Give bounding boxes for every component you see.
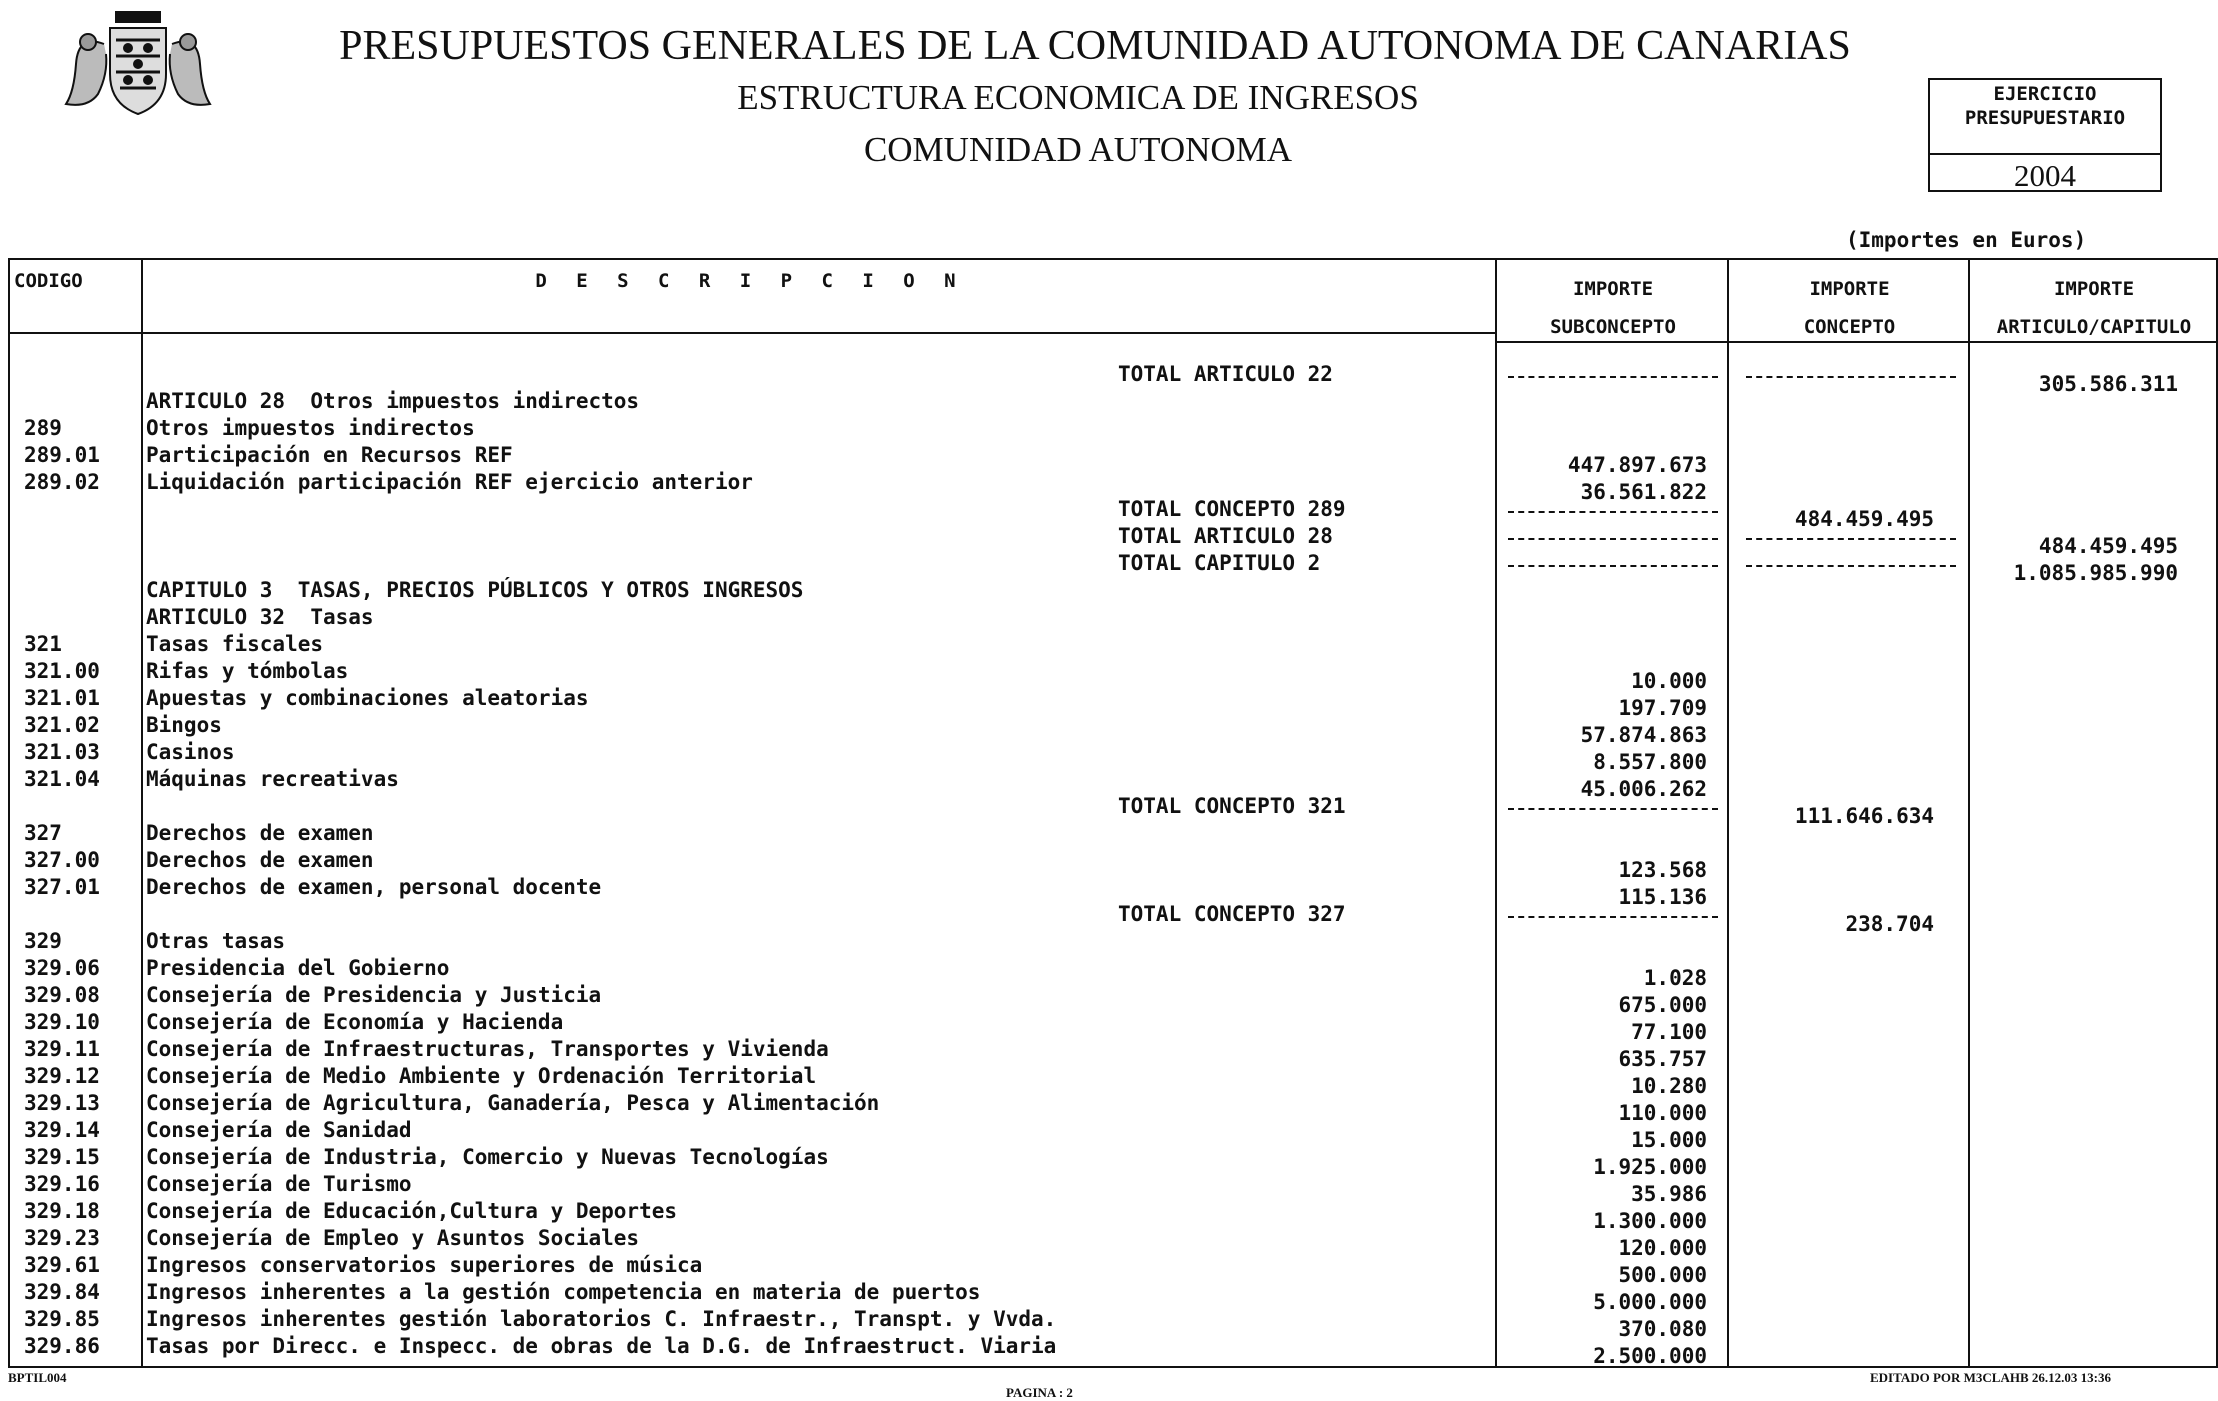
- row-code: 289: [24, 416, 62, 440]
- column-header-code: CODIGO: [14, 270, 83, 292]
- total-row: [0, 902, 2218, 936]
- row-amount-article: 484.459.495: [2038, 534, 2178, 558]
- row-code: 329.06: [24, 956, 100, 980]
- row-description: Tasas fiscales: [146, 632, 324, 656]
- table-row: [0, 416, 2218, 442]
- table-row: [0, 389, 2218, 415]
- footer-page-number: PAGINA : 2: [1006, 1385, 1073, 1400]
- row-code: 329.14: [24, 1118, 100, 1142]
- row-description: Rifas y tómbolas: [146, 659, 349, 683]
- exercise-box: [1928, 78, 2162, 192]
- row-amount-article: 305.586.311: [2038, 372, 2178, 396]
- table-row: [0, 929, 2218, 955]
- row-code: 289.01: [24, 443, 100, 467]
- exercise-year: 2004: [2014, 158, 2076, 193]
- row-description: Derechos de examen, personal docente: [146, 875, 602, 899]
- row-amount-article: 1.085.985.990: [2013, 561, 2178, 585]
- table-row: [0, 875, 2218, 909]
- page-subtitle-2: COMUNIDAD AUTONOMA: [863, 130, 1293, 169]
- row-description: Derechos de examen: [146, 821, 374, 845]
- row-total-label: TOTAL ARTICULO 22: [1118, 362, 1333, 386]
- table-row: [0, 1307, 2218, 1341]
- row-code: 329.84: [24, 1280, 100, 1304]
- row-amount-subconcept: 447.897.673: [1567, 453, 1707, 477]
- table-row: [0, 1091, 2218, 1125]
- dashed-rule: [1508, 916, 1718, 918]
- table-row: [0, 1172, 2218, 1206]
- row-code: 321.00: [24, 659, 100, 683]
- row-code: 329.08: [24, 983, 100, 1007]
- row-code: 327.01: [24, 875, 100, 899]
- row-code: 329.10: [24, 1010, 100, 1034]
- row-amount-subconcept: 197.709: [1618, 696, 1707, 720]
- row-code: 329: [24, 929, 62, 953]
- row-amount-subconcept: 1.925.000: [1593, 1155, 1707, 1179]
- table-row: [0, 1253, 2218, 1287]
- row-total-label: TOTAL CONCEPTO 321: [1118, 794, 1346, 818]
- table-row: [0, 659, 2218, 693]
- row-total-label: TOTAL CAPITULO 2: [1118, 551, 1321, 575]
- row-total-label: TOTAL ARTICULO 28: [1118, 524, 1333, 548]
- row-description: Ingresos inherentes gestión laboratorios C. Infraestr., Transpt. y Vvda.: [146, 1307, 1057, 1331]
- row-description: Consejería de Sanidad: [146, 1118, 412, 1142]
- table-row: [0, 956, 2218, 990]
- row-amount-subconcept: 110.000: [1618, 1101, 1707, 1125]
- dashed-rule: [1746, 538, 1956, 540]
- table-row: [0, 713, 2218, 747]
- row-amount-subconcept: 1.300.000: [1593, 1209, 1707, 1233]
- total-row: [0, 362, 2218, 396]
- row-amount-subconcept: 5.000.000: [1593, 1290, 1707, 1314]
- row-description: Consejería de Industria, Comercio y Nuevas Tecnologías: [146, 1145, 829, 1169]
- header-divider: [8, 332, 1497, 334]
- table-row: [0, 1064, 2218, 1098]
- row-code: 329.11: [24, 1037, 100, 1061]
- row-amount-subconcept: 2.500.000: [1593, 1344, 1707, 1368]
- row-amount-subconcept: 10.000: [1631, 669, 1707, 693]
- row-amount-subconcept: 1.028: [1643, 966, 1707, 990]
- table-row: [0, 767, 2218, 801]
- row-code: 321.04: [24, 767, 100, 791]
- row-description: Consejería de Empleo y Asuntos Sociales: [146, 1226, 640, 1250]
- table-row: [0, 1280, 2218, 1314]
- row-amount-subconcept: 635.757: [1618, 1047, 1707, 1071]
- row-code: 321.01: [24, 686, 100, 710]
- dashed-rule: [1746, 376, 1956, 378]
- page-subtitle: ESTRUCTURA ECONOMICA DE INGRESOS: [737, 78, 1419, 117]
- footer-edited-by: EDITADO POR M3CLAHB 26.12.03 13:36: [1870, 1370, 2111, 1385]
- row-amount-subconcept: 35.986: [1631, 1182, 1707, 1206]
- row-code: 329.15: [24, 1145, 100, 1169]
- row-description: Ingresos inherentes a la gestión competencia en materia de puertos: [146, 1280, 981, 1304]
- row-code: 329.61: [24, 1253, 100, 1277]
- row-code: 329.86: [24, 1334, 100, 1358]
- row-code: 289.02: [24, 470, 100, 494]
- total-row: [0, 794, 2218, 828]
- row-code: 329.12: [24, 1064, 100, 1088]
- table-row: [0, 605, 2218, 631]
- row-code: 327.00: [24, 848, 100, 872]
- row-amount-subconcept: 115.136: [1618, 885, 1707, 909]
- column-header-description: D E S C R I P C I O N: [535, 270, 965, 292]
- row-description: Otras tasas: [146, 929, 286, 953]
- row-description: Consejería de Presidencia y Justicia: [146, 983, 602, 1007]
- table-row: [0, 1145, 2218, 1179]
- table-row: [0, 1118, 2218, 1152]
- table-row: [0, 740, 2218, 774]
- footer-report-id: BPTIL004: [8, 1370, 67, 1385]
- row-code: 329.18: [24, 1199, 100, 1223]
- row-code: 329.85: [24, 1307, 100, 1331]
- column-header-subconcept: IMPORTE SUBCONCEPTO: [1550, 278, 1676, 338]
- table-row: [0, 1037, 2218, 1071]
- row-description: ARTICULO 32 Tasas: [146, 605, 374, 629]
- dashed-rule: [1508, 538, 1718, 540]
- row-amount-subconcept: 36.561.822: [1580, 480, 1707, 504]
- table-row: [0, 821, 2218, 847]
- table-row: [0, 470, 2218, 504]
- row-code: 329.13: [24, 1091, 100, 1115]
- row-amount-subconcept: 370.080: [1618, 1317, 1707, 1341]
- row-description: Liquidación participación REF ejercicio anterior: [146, 470, 753, 494]
- table-row: [0, 578, 2218, 604]
- row-amount-subconcept: 10.280: [1631, 1074, 1707, 1098]
- row-amount-subconcept: 500.000: [1618, 1263, 1707, 1287]
- row-amount-concept: 484.459.495: [1794, 507, 1934, 531]
- dashed-rule: [1746, 565, 1956, 567]
- row-amount-subconcept: 8.557.800: [1593, 750, 1707, 774]
- table-row: [0, 686, 2218, 720]
- row-total-label: TOTAL CONCEPTO 327: [1118, 902, 1346, 926]
- row-amount-subconcept: 45.006.262: [1580, 777, 1707, 801]
- row-code: 321.03: [24, 740, 100, 764]
- row-description: Consejería de Infraestructuras, Transportes y Vivienda: [146, 1037, 829, 1061]
- row-description: Apuestas y combinaciones aleatorias: [146, 686, 589, 710]
- row-amount-concept: 111.646.634: [1794, 804, 1934, 828]
- dashed-rule: [1508, 808, 1718, 810]
- row-description: Consejería de Educación,Cultura y Deportes: [146, 1199, 678, 1223]
- row-description: Tasas por Direcc. e Inspecc. de obras de la D.G. de Infraestruct. Viaria: [146, 1334, 1057, 1358]
- column-header-concept: IMPORTE CONCEPTO: [1803, 278, 1896, 338]
- units-note: (Importes en Euros): [1846, 228, 2087, 252]
- table-row: [0, 983, 2218, 1017]
- table-row: [0, 1334, 2218, 1368]
- row-description: ARTICULO 28 Otros impuestos indirectos: [146, 389, 640, 413]
- row-description: Ingresos conservatorios superiores de música: [146, 1253, 703, 1277]
- row-description: Presidencia del Gobierno: [146, 956, 450, 980]
- row-code: 321: [24, 632, 62, 656]
- row-amount-subconcept: 15.000: [1631, 1128, 1707, 1152]
- row-code: 329.16: [24, 1172, 100, 1196]
- row-description: Consejería de Agricultura, Ganadería, Pesca y Alimentación: [146, 1091, 880, 1115]
- row-description: CAPITULO 3 TASAS, PRECIOS PÚBLICOS Y OTROS INGRESOS: [146, 578, 804, 602]
- row-code: 321.02: [24, 713, 100, 737]
- dashed-rule: [1508, 565, 1718, 567]
- row-description: Consejería de Medio Ambiente y Ordenación Territorial: [146, 1064, 817, 1088]
- table-row: [0, 443, 2218, 477]
- row-description: Máquinas recreativas: [146, 767, 399, 791]
- column-header-article: IMPORTE ARTICULO/CAPITULO: [1996, 278, 2192, 338]
- row-description: Bingos: [146, 713, 222, 737]
- row-description: Casinos: [146, 740, 235, 764]
- row-description: Consejería de Turismo: [146, 1172, 412, 1196]
- table-row: [0, 632, 2218, 658]
- row-description: Otros impuestos indirectos: [146, 416, 475, 440]
- table-row: [0, 1199, 2218, 1233]
- row-amount-subconcept: 77.100: [1631, 1020, 1707, 1044]
- row-description: Participación en Recursos REF: [146, 443, 513, 467]
- row-code: 329.23: [24, 1226, 100, 1250]
- page-title: PRESUPUESTOS GENERALES DE LA COMUNIDAD AUTONOMA DE CANARIAS: [339, 23, 1851, 69]
- row-description: Consejería de Economía y Hacienda: [146, 1010, 564, 1034]
- row-amount-subconcept: 57.874.863: [1580, 723, 1707, 747]
- exercise-label: EJERCICIO PRESUPUESTARIO: [1964, 83, 2126, 129]
- row-description: Derechos de examen: [146, 848, 374, 872]
- row-amount-concept: 238.704: [1845, 912, 1934, 936]
- row-amount-subconcept: 120.000: [1618, 1236, 1707, 1260]
- dashed-rule: [1508, 376, 1718, 378]
- total-row: [0, 524, 2218, 558]
- row-amount-subconcept: 675.000: [1618, 993, 1707, 1017]
- table-row: [0, 848, 2218, 882]
- row-amount-subconcept: 123.568: [1618, 858, 1707, 882]
- table-row: [0, 1010, 2218, 1044]
- row-total-label: TOTAL CONCEPTO 289: [1118, 497, 1346, 521]
- total-row: [0, 551, 2218, 585]
- table-row: [0, 1226, 2218, 1260]
- total-row: [0, 497, 2218, 531]
- dashed-rule: [1508, 511, 1718, 513]
- row-code: 327: [24, 821, 62, 845]
